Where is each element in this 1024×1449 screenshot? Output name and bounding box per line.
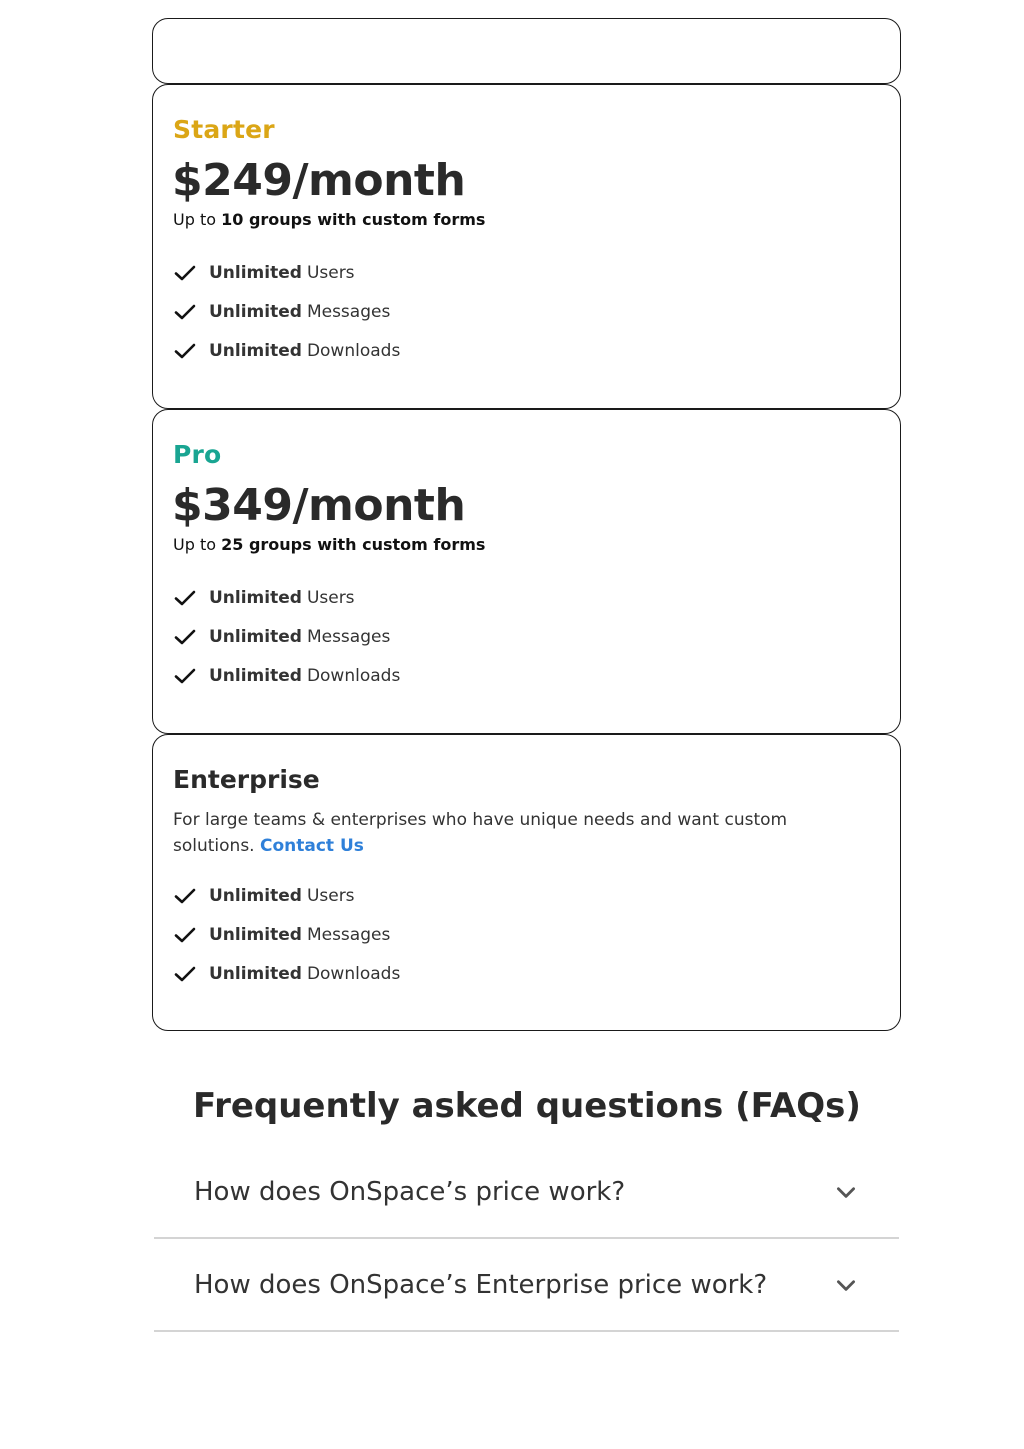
chevron-down-icon[interactable] (833, 1179, 859, 1205)
check-icon (173, 664, 197, 688)
feature-item (173, 331, 400, 370)
enterprise-description-text: For large teams & enterprises who have unique needs and want custom solutions. (173, 810, 788, 856)
feature-text: Downloads (306, 340, 401, 361)
feature-bold: Unlimited (209, 626, 302, 647)
plan-description-prefix: Up to (173, 210, 222, 229)
check-icon (173, 962, 197, 986)
plan-price: $349/month (172, 480, 466, 531)
feature-text: Users (306, 262, 355, 283)
feature-text: Messages (306, 924, 391, 945)
plan-name: Pro (173, 440, 222, 469)
feature-item (173, 954, 400, 993)
feature-text: Messages (306, 626, 391, 647)
faq-item[interactable] (154, 1146, 899, 1239)
plan-description-strong: 10 groups with custom forms (221, 210, 486, 229)
plan-name: Enterprise (173, 765, 320, 794)
feature-bold: Unlimited (209, 340, 302, 361)
contact-us-link[interactable]: Contact Us (259, 836, 364, 856)
plan-card-starter (152, 84, 901, 409)
feature-item (173, 617, 400, 656)
feature-text: Users (306, 587, 355, 608)
plan-name: Starter (173, 115, 275, 144)
check-icon (173, 339, 197, 363)
feature-bold: Unlimited (209, 587, 302, 608)
feature-item (173, 656, 400, 695)
feature-bold: Unlimited (209, 963, 302, 984)
feature-text: Downloads (306, 963, 401, 984)
feature-bold: Unlimited (209, 885, 302, 906)
plan-description-prefix: Up to (173, 535, 222, 554)
plan-price: $249/month (172, 155, 466, 206)
plan-description (173, 807, 833, 859)
plan-description (173, 535, 485, 554)
feature-text: Users (306, 885, 355, 906)
feature-text: Downloads (306, 665, 401, 686)
feature-item (173, 292, 400, 331)
check-icon (173, 625, 197, 649)
faq-item[interactable] (154, 1239, 899, 1332)
feature-text: Messages (306, 301, 391, 322)
check-icon (173, 300, 197, 324)
plan-card-enterprise (152, 734, 901, 1031)
feature-bold: Unlimited (209, 262, 302, 283)
plan-feature-list (173, 253, 400, 370)
plan-feature-list (173, 876, 400, 993)
feature-bold: Unlimited (209, 301, 302, 322)
feature-item (173, 915, 400, 954)
previous-plan-card (152, 18, 901, 84)
plan-feature-list (173, 578, 400, 695)
check-icon (173, 586, 197, 610)
chevron-down-icon[interactable] (833, 1272, 859, 1298)
plan-description (173, 210, 485, 229)
feature-item (173, 253, 400, 292)
plan-description-strong: 25 groups with custom forms (221, 535, 486, 554)
check-icon (173, 261, 197, 285)
feature-bold: Unlimited (209, 924, 302, 945)
faq-question: How does OnSpace’s price work? (194, 1176, 626, 1207)
feature-bold: Unlimited (209, 665, 302, 686)
check-icon (173, 884, 197, 908)
feature-item (173, 876, 400, 915)
check-icon (173, 923, 197, 947)
plan-card-pro (152, 409, 901, 734)
faq-title: Frequently asked questions (FAQs) (193, 1086, 861, 1126)
faq-question: How does OnSpace’s Enterprise price work? (194, 1269, 768, 1300)
feature-item (173, 578, 400, 617)
